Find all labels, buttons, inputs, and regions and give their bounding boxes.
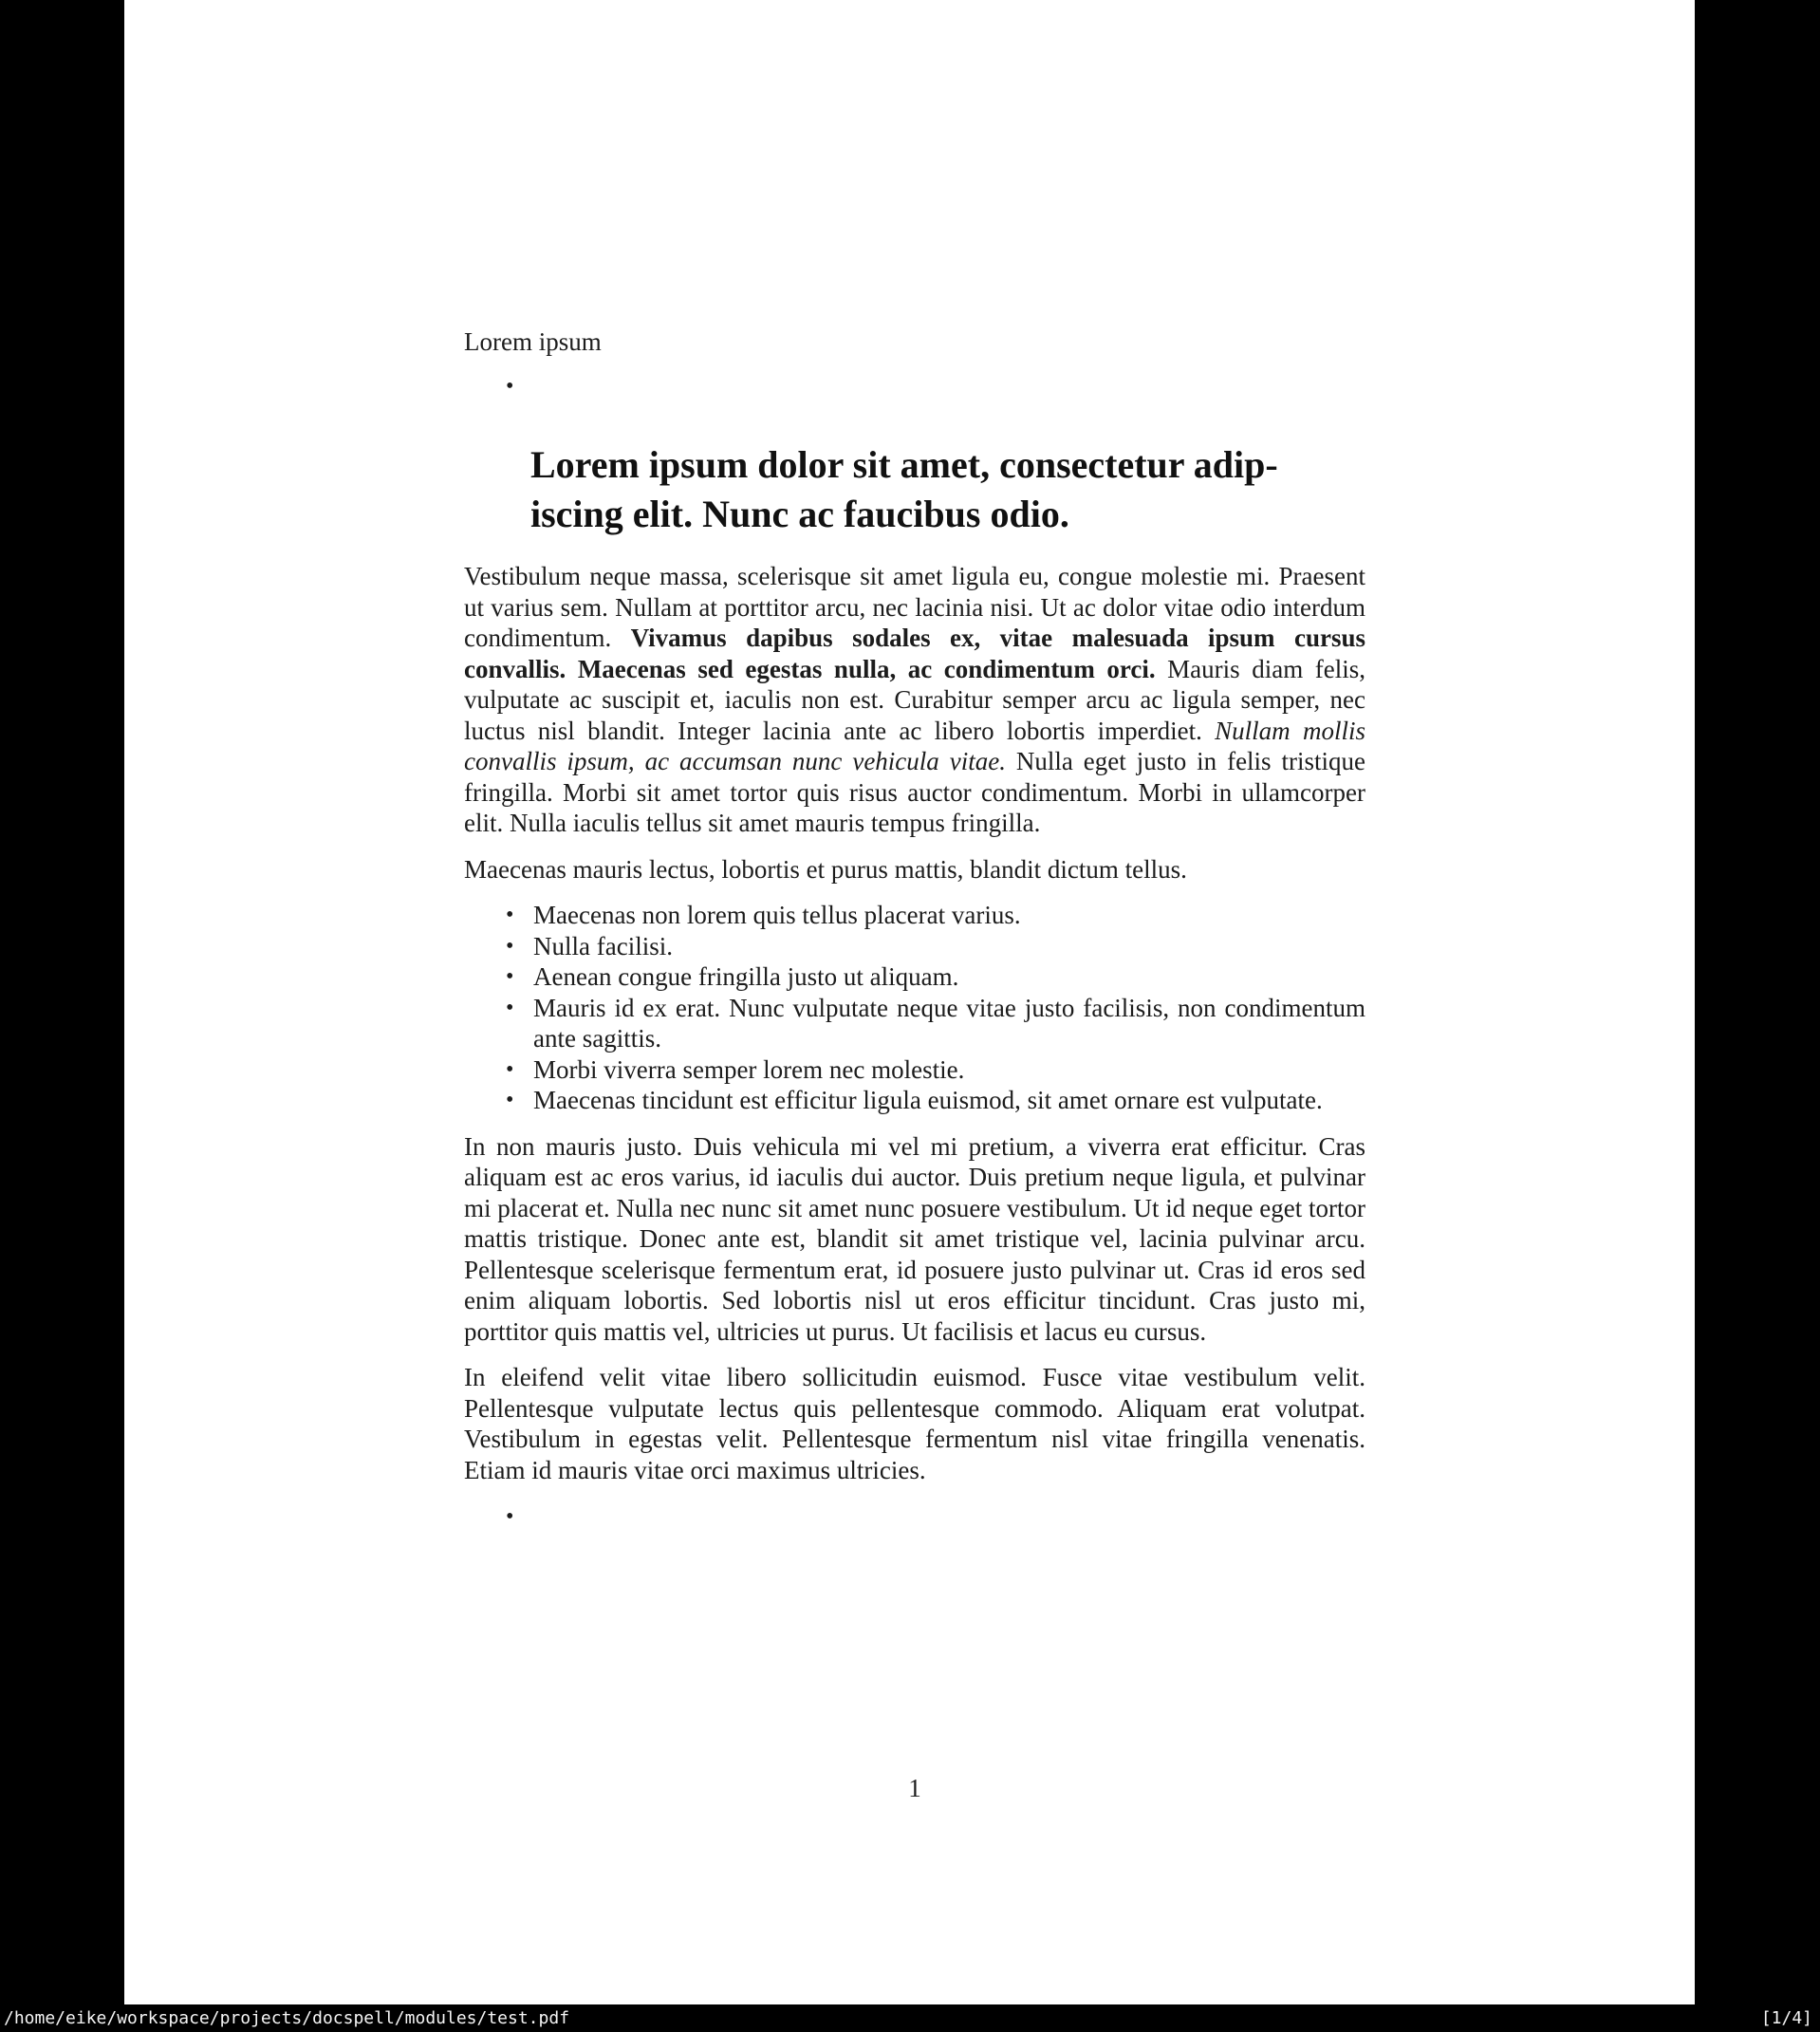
list-item-text: Nulla facilisi. — [533, 931, 673, 960]
paragraph-3: In non mauris justo. Duis vehicula mi vel mi pretium, a viverra erat efficitur. Cras aliquam est ac eros varius, id iaculis dui auctor. Duis pretium neque ligula, et pulvinar mi placerat et. Nulla nec nunc sit amet nunc posuere vestibulum. Ut id neque eget tortor mattis tristique. Donec ante est, blandit sit amet tristique vel, lacinia pulvinar arcu. Pellentesque scelerisque fermentum erat, id posuere justo pulvinar ut. Cras id eros sed enim aliquam lobortis. Sed lobortis nisl ut eros efficitur tincidunt. Cras justo mi, porttitor quis mattis vel, ultricies ut purus. Ut facilisis et lacus eu cursus. — [464, 1131, 1365, 1346]
list-item — [464, 900, 1365, 931]
bullet-icon: • — [506, 933, 514, 959]
bullet-icon: • — [506, 964, 514, 989]
list-item-text: Mauris id ex erat. Nunc vulputate neque vitae justo facilisis, non condimentum ante sagittis. — [533, 993, 1365, 1053]
list-item — [464, 931, 1365, 962]
text-run-normal: Nulla eget justo in felis tristique fringilla. Morbi sit amet tortor quis risus auctor condimentum. Morbi in ullamcorper elit. Nulla iaculis tellus sit amet mauris tempus fringilla. — [464, 747, 1365, 837]
bullet-icon: • — [506, 1088, 514, 1112]
bullet-icon: • — [506, 1056, 514, 1082]
bullet-list — [464, 900, 1365, 1116]
paragraph-1 — [464, 561, 1365, 839]
list-item-text: Maecenas non lorem quis tellus placerat varius. — [533, 901, 1021, 929]
bullet-icon: • — [506, 995, 514, 1020]
pdf-page-surface[interactable] — [124, 0, 1695, 2004]
statusbar — [0, 2004, 1820, 2032]
empty-list-item — [464, 371, 1365, 402]
document-content — [464, 0, 1365, 1533]
paragraph-4: In eleifend velit vitae libero sollicitudin euismod. Fusce vitae vestibulum velit. Pellentesque vulputate lectus quis pellentesque commodo. Aliquam erat volutpat. Vestibulum in egestas velit. Pellentesque fermentum nisl vitae fringilla venenatis. Etiam id mauris vitae orci maximus ultricies. — [464, 1363, 1365, 1484]
text-run-normal: Vestibulum neque massa, scelerisque sit amet ligula eu, congue molestie mi. Praesent ut varius sem. Nullam at porttitor arcu, nec lacinia nisi. Ut ac dolor vitae odio interdum condimentum. — [464, 562, 1365, 652]
empty-list-item — [464, 1501, 1365, 1533]
list-item — [464, 1085, 1365, 1116]
section-heading — [530, 440, 1365, 539]
section-heading-line1: Lorem ipsum dolor sit amet, consectetur adip- — [530, 443, 1278, 486]
bullet-icon: • — [506, 1504, 514, 1529]
text-run-normal: Mauris diam felis, vulputate ac suscipit et, iaculis non est. Curabitur semper arcu ac ligula semper, nec luctus nisl blandit. Integer lacinia ante ac libero lobortis imperdiet. — [464, 654, 1365, 745]
statusbar-file-path: /home/eike/workspace/projects/docspell/modules/test.pdf — [4, 2008, 570, 2028]
list-item-text: Maecenas tincidunt est efficitur ligula euismod, sit amet ornare est vulputate. — [533, 1086, 1323, 1114]
list-item-text: Morbi viverra semper lorem nec molestie. — [533, 1054, 965, 1084]
statusbar-page-indicator: [1/4] — [1760, 2008, 1812, 2028]
bullet-icon: • — [506, 373, 514, 399]
text-run-bold: Vivamus dapibus sodales ex, vitae malesuada ipsum cursus convallis. Maecenas sed egestas nulla, ac condimentum orci. — [464, 624, 1365, 683]
list-item — [464, 1054, 1365, 1086]
list-item — [464, 961, 1365, 993]
bullet-icon: • — [506, 903, 514, 927]
list-item-text: Aenean congue fringilla justo ut aliquam. — [533, 962, 959, 991]
intro-text: Lorem ipsum — [464, 327, 602, 356]
text-run-italic: Nullam mollis convallis ipsum, ac accumsan nunc vehicula vitae. — [464, 716, 1365, 775]
page-number: 1 — [908, 1774, 921, 1802]
section-heading-line2: iscing elit. Nunc ac faucibus odio. — [530, 493, 1069, 535]
paragraph-2: Maecenas mauris lectus, lobortis et purus mattis, blandit dictum tellus. — [464, 854, 1187, 884]
list-item — [464, 993, 1365, 1054]
